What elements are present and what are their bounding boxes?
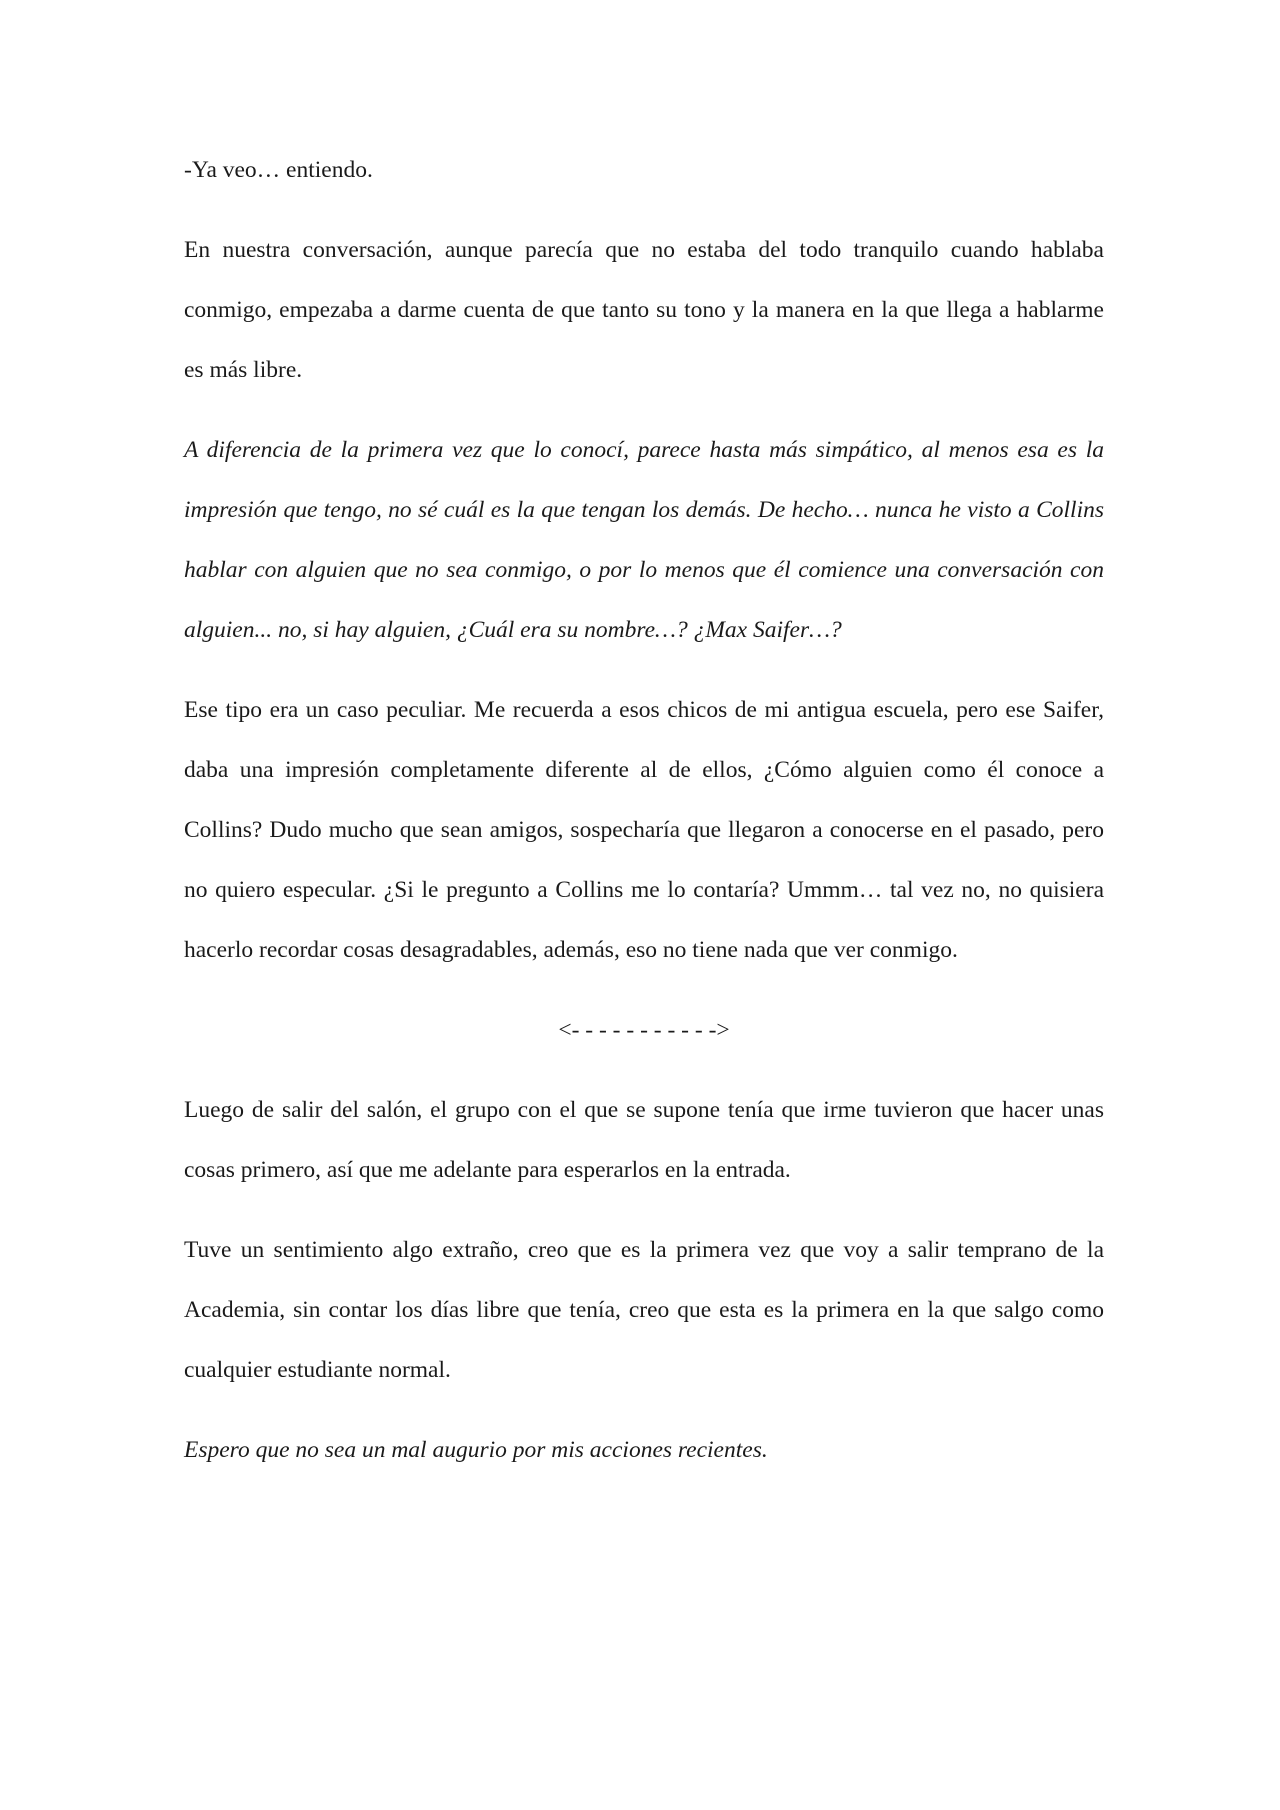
paragraph-omen: Espero que no sea un mal augurio por mis acciones recientes. [184,1437,768,1463]
scene-separator: <- - - - - - - - - - -> [558,1017,730,1043]
paragraph-inner-thought: A diferencia de la primera vez que lo conocí, parece hasta más simpático, al menos esa es la impresión que tengo, no sé cuál es la que tengan los demás. De hecho… nunca he visto a Collins hablar con alguien que no sea conmigo, o por lo menos que él comience una conversación con alguien... no, si hay alguien, ¿Cuál era su nombre…? ¿Max Saifer…? [184,437,1104,643]
paragraph-saifer: Ese tipo era un caso peculiar. Me recuerda a esos chicos de mi antigua escuela, pero ese Saifer, daba una impresión completamente diferente al de ellos, ¿Cómo alguien como él conoce a Collins? Dudo mucho que sean amigos, sospecharía que llegaron a conocerse en el pasado, pero no quiero especular. ¿Si le pregunto a Collins me lo contaría? Ummm… tal vez no, no quisiera hacerlo recordar cosas desagradables, además, eso no tiene nada que ver conmigo. [184,697,1104,963]
paragraph-dialogue: -Ya veo… entiendo. [184,157,373,183]
paragraph-conversation: En nuestra conversación, aunque parecía que no estaba del todo tranquilo cuando hablaba conmigo, empezaba a darme cuenta de que tanto su tono y la manera en la que llega a hablarme es más libre. [184,237,1104,383]
document-page [184,140,1104,1500]
paragraph-leaving-classroom: Luego de salir del salón, el grupo con el que se supone tenía que irme tuvieron que hacer unas cosas primero, así que me adelante para esperarlos en la entrada. [184,1097,1104,1183]
paragraph-strange-feeling: Tuve un sentimiento algo extraño, creo que es la primera vez que voy a salir temprano de la Academia, sin contar los días libre que tenía, creo que esta es la primera en la que salgo como cualquier estudiante normal. [184,1237,1104,1383]
